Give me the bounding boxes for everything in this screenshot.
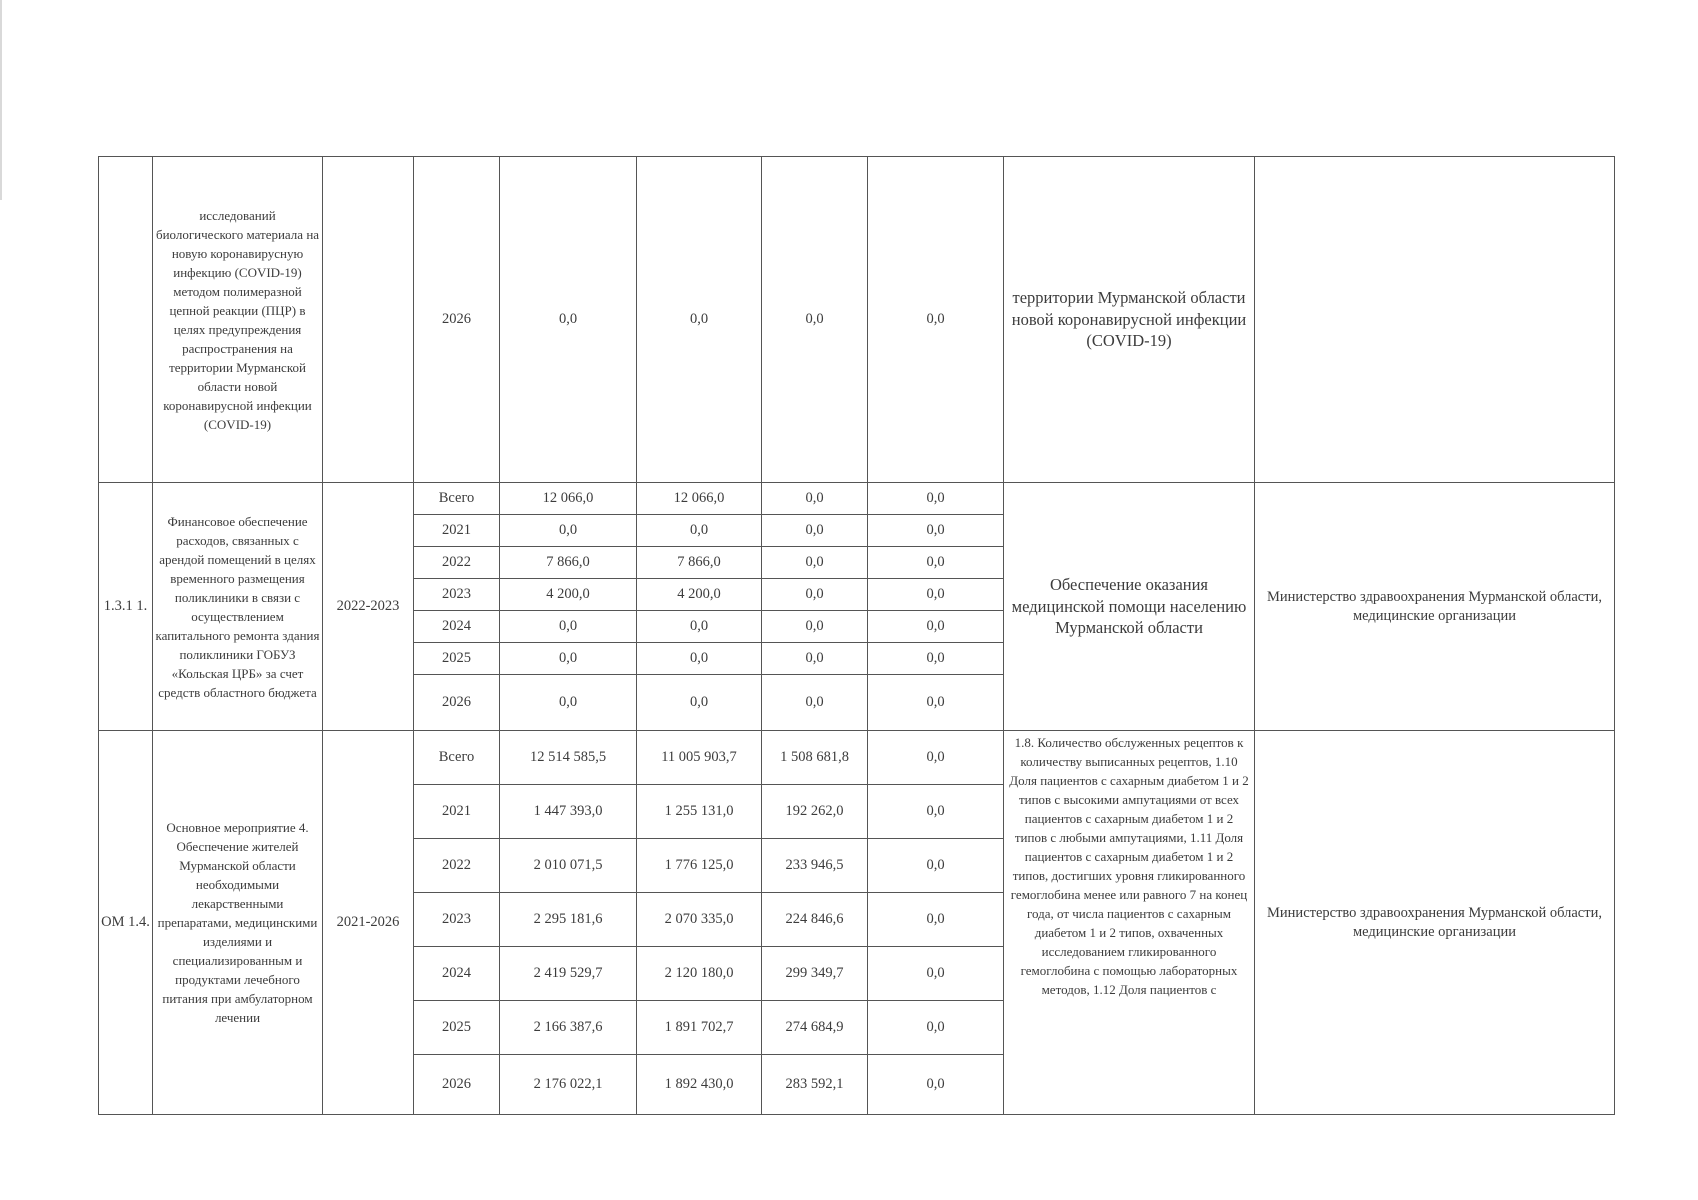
other-cell: 0,0 [868, 611, 1004, 643]
other-cell: 0,0 [868, 675, 1004, 731]
federal-cell: 0,0 [762, 547, 868, 579]
year-cell: 2026 [414, 675, 500, 731]
federal-cell: 0,0 [762, 579, 868, 611]
year-cell: 2026 [414, 1055, 500, 1115]
period-cell [323, 157, 414, 483]
year-cell: 2021 [414, 515, 500, 547]
other-cell: 0,0 [868, 1001, 1004, 1055]
year-cell: Всего [414, 483, 500, 515]
total-cell: 1 447 393,0 [500, 785, 637, 839]
total-cell: 2 419 529,7 [500, 947, 637, 1001]
other-cell: 0,0 [868, 643, 1004, 675]
year-cell: 2023 [414, 893, 500, 947]
regional-cell: 1 776 125,0 [637, 839, 762, 893]
other-cell: 0,0 [868, 731, 1004, 785]
federal-cell: 0,0 [762, 643, 868, 675]
executor-cell: Министерство здравоохранения Мурманской области, медицинские организации [1255, 731, 1615, 1115]
federal-cell: 192 262,0 [762, 785, 868, 839]
table-row [99, 483, 1615, 515]
federal-cell: 0,0 [762, 515, 868, 547]
regional-cell: 7 866,0 [637, 547, 762, 579]
executor-cell [1255, 157, 1615, 483]
measure-name: Основное мероприятие 4. Обеспечение жителей Мурманской области необходимыми лекарственными препаратами, медицинскими изделиями и специализированным и продуктами лечебного питания при амбулаторном лечении [153, 731, 323, 1115]
regional-cell: 4 200,0 [637, 579, 762, 611]
total-cell: 7 866,0 [500, 547, 637, 579]
code-cell: ОМ 1.4. [99, 731, 153, 1115]
year-cell: 2025 [414, 1001, 500, 1055]
result-cell: 1.8. Количество обслуженных рецептов к количеству выписанных рецептов, 1.10 Доля пациентов с сахарным диабетом 1 и 2 типов с высокими ампутациями от всех пациентов с сахарным диабетом 1 и 2 типов с любыми ампутациями, 1.11 Доля пациентов с сахарным диабетом 1 и 2 типов, достигших уровня гликированного гемоглобина менее или равного 7 на конец года, от числа пациентов с сахарным диабетом 1 и 2 типов, охваченных исследованием гликированного гемоглобина с помощью лабораторных методов, 1.12 Доля пациентов с [1004, 731, 1255, 1115]
total-cell: 0,0 [500, 643, 637, 675]
regional-cell: 0,0 [637, 675, 762, 731]
total-cell: 2 295 181,6 [500, 893, 637, 947]
total-cell: 12 514 585,5 [500, 731, 637, 785]
federal-cell: 299 349,7 [762, 947, 868, 1001]
total-cell: 0,0 [500, 157, 637, 483]
year-cell: 2021 [414, 785, 500, 839]
other-cell: 0,0 [868, 515, 1004, 547]
regional-cell: 1 892 430,0 [637, 1055, 762, 1115]
code-cell: 1.3.1 1. [99, 483, 153, 731]
federal-cell: 0,0 [762, 157, 868, 483]
regional-cell: 0,0 [637, 611, 762, 643]
regional-cell: 1 255 131,0 [637, 785, 762, 839]
total-cell: 0,0 [500, 675, 637, 731]
total-cell: 0,0 [500, 611, 637, 643]
federal-cell: 283 592,1 [762, 1055, 868, 1115]
regional-cell: 0,0 [637, 157, 762, 483]
period-cell: 2021-2026 [323, 731, 414, 1115]
total-cell: 2 176 022,1 [500, 1055, 637, 1115]
regional-cell: 1 891 702,7 [637, 1001, 762, 1055]
federal-cell: 0,0 [762, 483, 868, 515]
year-cell: 2025 [414, 643, 500, 675]
year-cell: 2024 [414, 947, 500, 1001]
federal-cell: 274 684,9 [762, 1001, 868, 1055]
year-cell: Всего [414, 731, 500, 785]
federal-cell: 1 508 681,8 [762, 731, 868, 785]
total-cell: 12 066,0 [500, 483, 637, 515]
other-cell: 0,0 [868, 547, 1004, 579]
year-cell: 2022 [414, 547, 500, 579]
other-cell: 0,0 [868, 893, 1004, 947]
total-cell: 2 166 387,6 [500, 1001, 637, 1055]
other-cell: 0,0 [868, 1055, 1004, 1115]
result-cell: территории Мурманской области новой коронавирусной инфекции (COVID-19) [1004, 157, 1255, 483]
regional-cell: 2 070 335,0 [637, 893, 762, 947]
period-cell: 2022-2023 [323, 483, 414, 731]
federal-cell: 224 846,6 [762, 893, 868, 947]
other-cell: 0,0 [868, 839, 1004, 893]
total-cell: 2 010 071,5 [500, 839, 637, 893]
program-table [98, 156, 1615, 1115]
federal-cell: 0,0 [762, 675, 868, 731]
regional-cell: 12 066,0 [637, 483, 762, 515]
federal-cell: 0,0 [762, 611, 868, 643]
measure-name: Финансовое обеспечение расходов, связанных с арендой помещений в целях временного размещения поликлиники в связи с осуществлением капитального ремонта здания поликлиники ГОБУЗ «Кольская ЦРБ» за счет средств областного бюджета [153, 483, 323, 731]
federal-cell: 233 946,5 [762, 839, 868, 893]
other-cell: 0,0 [868, 785, 1004, 839]
year-cell: 2026 [414, 157, 500, 483]
table-row [99, 731, 1615, 785]
total-cell: 4 200,0 [500, 579, 637, 611]
code-cell [99, 157, 153, 483]
other-cell: 0,0 [868, 483, 1004, 515]
other-cell: 0,0 [868, 157, 1004, 483]
other-cell: 0,0 [868, 947, 1004, 1001]
total-cell: 0,0 [500, 515, 637, 547]
regional-cell: 0,0 [637, 515, 762, 547]
regional-cell: 2 120 180,0 [637, 947, 762, 1001]
table-row [99, 157, 1615, 483]
measure-name: исследований биологического материала на новую коронавирусную инфекцию (COVID-19) методом полимеразной цепной реакции (ПЦР) в целях предупреждения распространения на территории Мурманской области новой коронавирусной инфекции (COVID-19) [153, 157, 323, 483]
year-cell: 2022 [414, 839, 500, 893]
year-cell: 2024 [414, 611, 500, 643]
page-edge [0, 0, 2, 200]
other-cell: 0,0 [868, 579, 1004, 611]
executor-cell: Министерство здравоохранения Мурманской области, медицинские организации [1255, 483, 1615, 731]
regional-cell: 0,0 [637, 643, 762, 675]
year-cell: 2023 [414, 579, 500, 611]
regional-cell: 11 005 903,7 [637, 731, 762, 785]
result-cell: Обеспечение оказания медицинской помощи населению Мурманской области [1004, 483, 1255, 731]
